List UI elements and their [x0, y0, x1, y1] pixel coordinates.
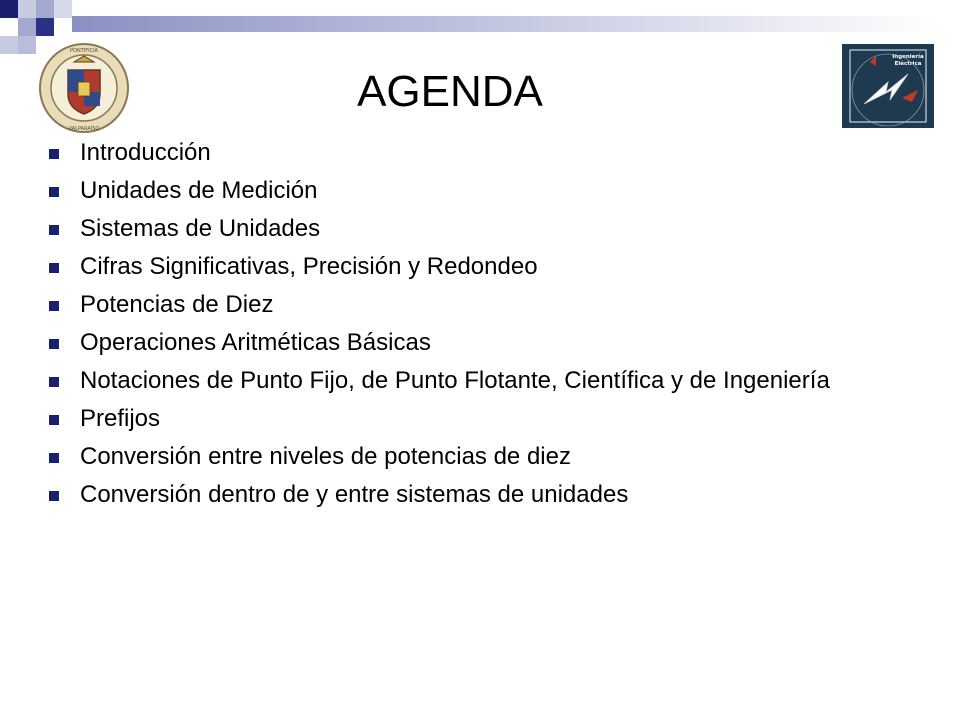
agenda-item-label: Prefijos	[80, 405, 161, 432]
agenda-item	[48, 178, 908, 203]
agenda-item	[48, 444, 908, 469]
agenda-item-label: Notaciones de Punto Fijo, de Punto Flotante, Científica y de Ingeniería	[80, 367, 830, 394]
agenda-item	[48, 406, 908, 431]
square-bullet-icon	[49, 339, 59, 349]
agenda-item-label: Potencias de Diez	[80, 291, 274, 318]
square-bullet-icon	[49, 377, 59, 387]
square-bullet-icon	[49, 415, 59, 425]
square-bullet-icon	[49, 225, 59, 235]
square-bullet-icon	[49, 149, 59, 159]
agenda-item-label: Introducción	[80, 139, 211, 166]
agenda-item	[48, 482, 908, 507]
agenda-item	[48, 140, 908, 165]
agenda-item	[48, 292, 908, 317]
agenda-item	[48, 330, 908, 355]
agenda-item-label: Unidades de Medición	[80, 177, 318, 204]
slide-title: AGENDA	[357, 67, 543, 116]
svg-text:PONTIFICIA: PONTIFICIA	[70, 48, 98, 54]
agenda-item-label: Operaciones Aritméticas Básicas	[80, 329, 431, 356]
agenda-item	[48, 254, 908, 279]
svg-text:Ingeniería: Ingeniería	[892, 54, 924, 60]
decor-square	[18, 36, 36, 54]
svg-text:Eléctrica: Eléctrica	[894, 61, 922, 67]
title-container	[200, 66, 700, 118]
decor-square	[18, 0, 36, 18]
header-gradient-band	[72, 16, 940, 32]
agenda-item-label: Conversión dentro de y entre sistemas de unidades	[80, 481, 629, 508]
decor-square	[18, 18, 36, 36]
agenda-item	[48, 216, 908, 241]
agenda-item-label: Sistemas de Unidades	[80, 215, 321, 242]
square-bullet-icon	[49, 263, 59, 273]
agenda-list	[48, 140, 908, 520]
decor-square	[54, 0, 72, 18]
decor-square	[36, 0, 54, 18]
agenda-item-label: Cifras Significativas, Precisión y Redondeo	[80, 253, 538, 280]
square-bullet-icon	[49, 491, 59, 501]
agenda-item-label: Conversión entre niveles de potencias de diez	[80, 443, 571, 470]
decor-square	[0, 0, 18, 18]
decor-square	[36, 18, 54, 36]
decor-square	[0, 36, 18, 54]
svg-text:VALPARAÍSO: VALPARAÍSO	[68, 126, 100, 132]
square-bullet-icon	[49, 187, 59, 197]
square-bullet-icon	[49, 301, 59, 311]
square-bullet-icon	[49, 453, 59, 463]
agenda-item	[48, 368, 908, 393]
engineering-lightning-logo-icon	[842, 44, 934, 128]
university-crest-icon	[38, 42, 130, 134]
